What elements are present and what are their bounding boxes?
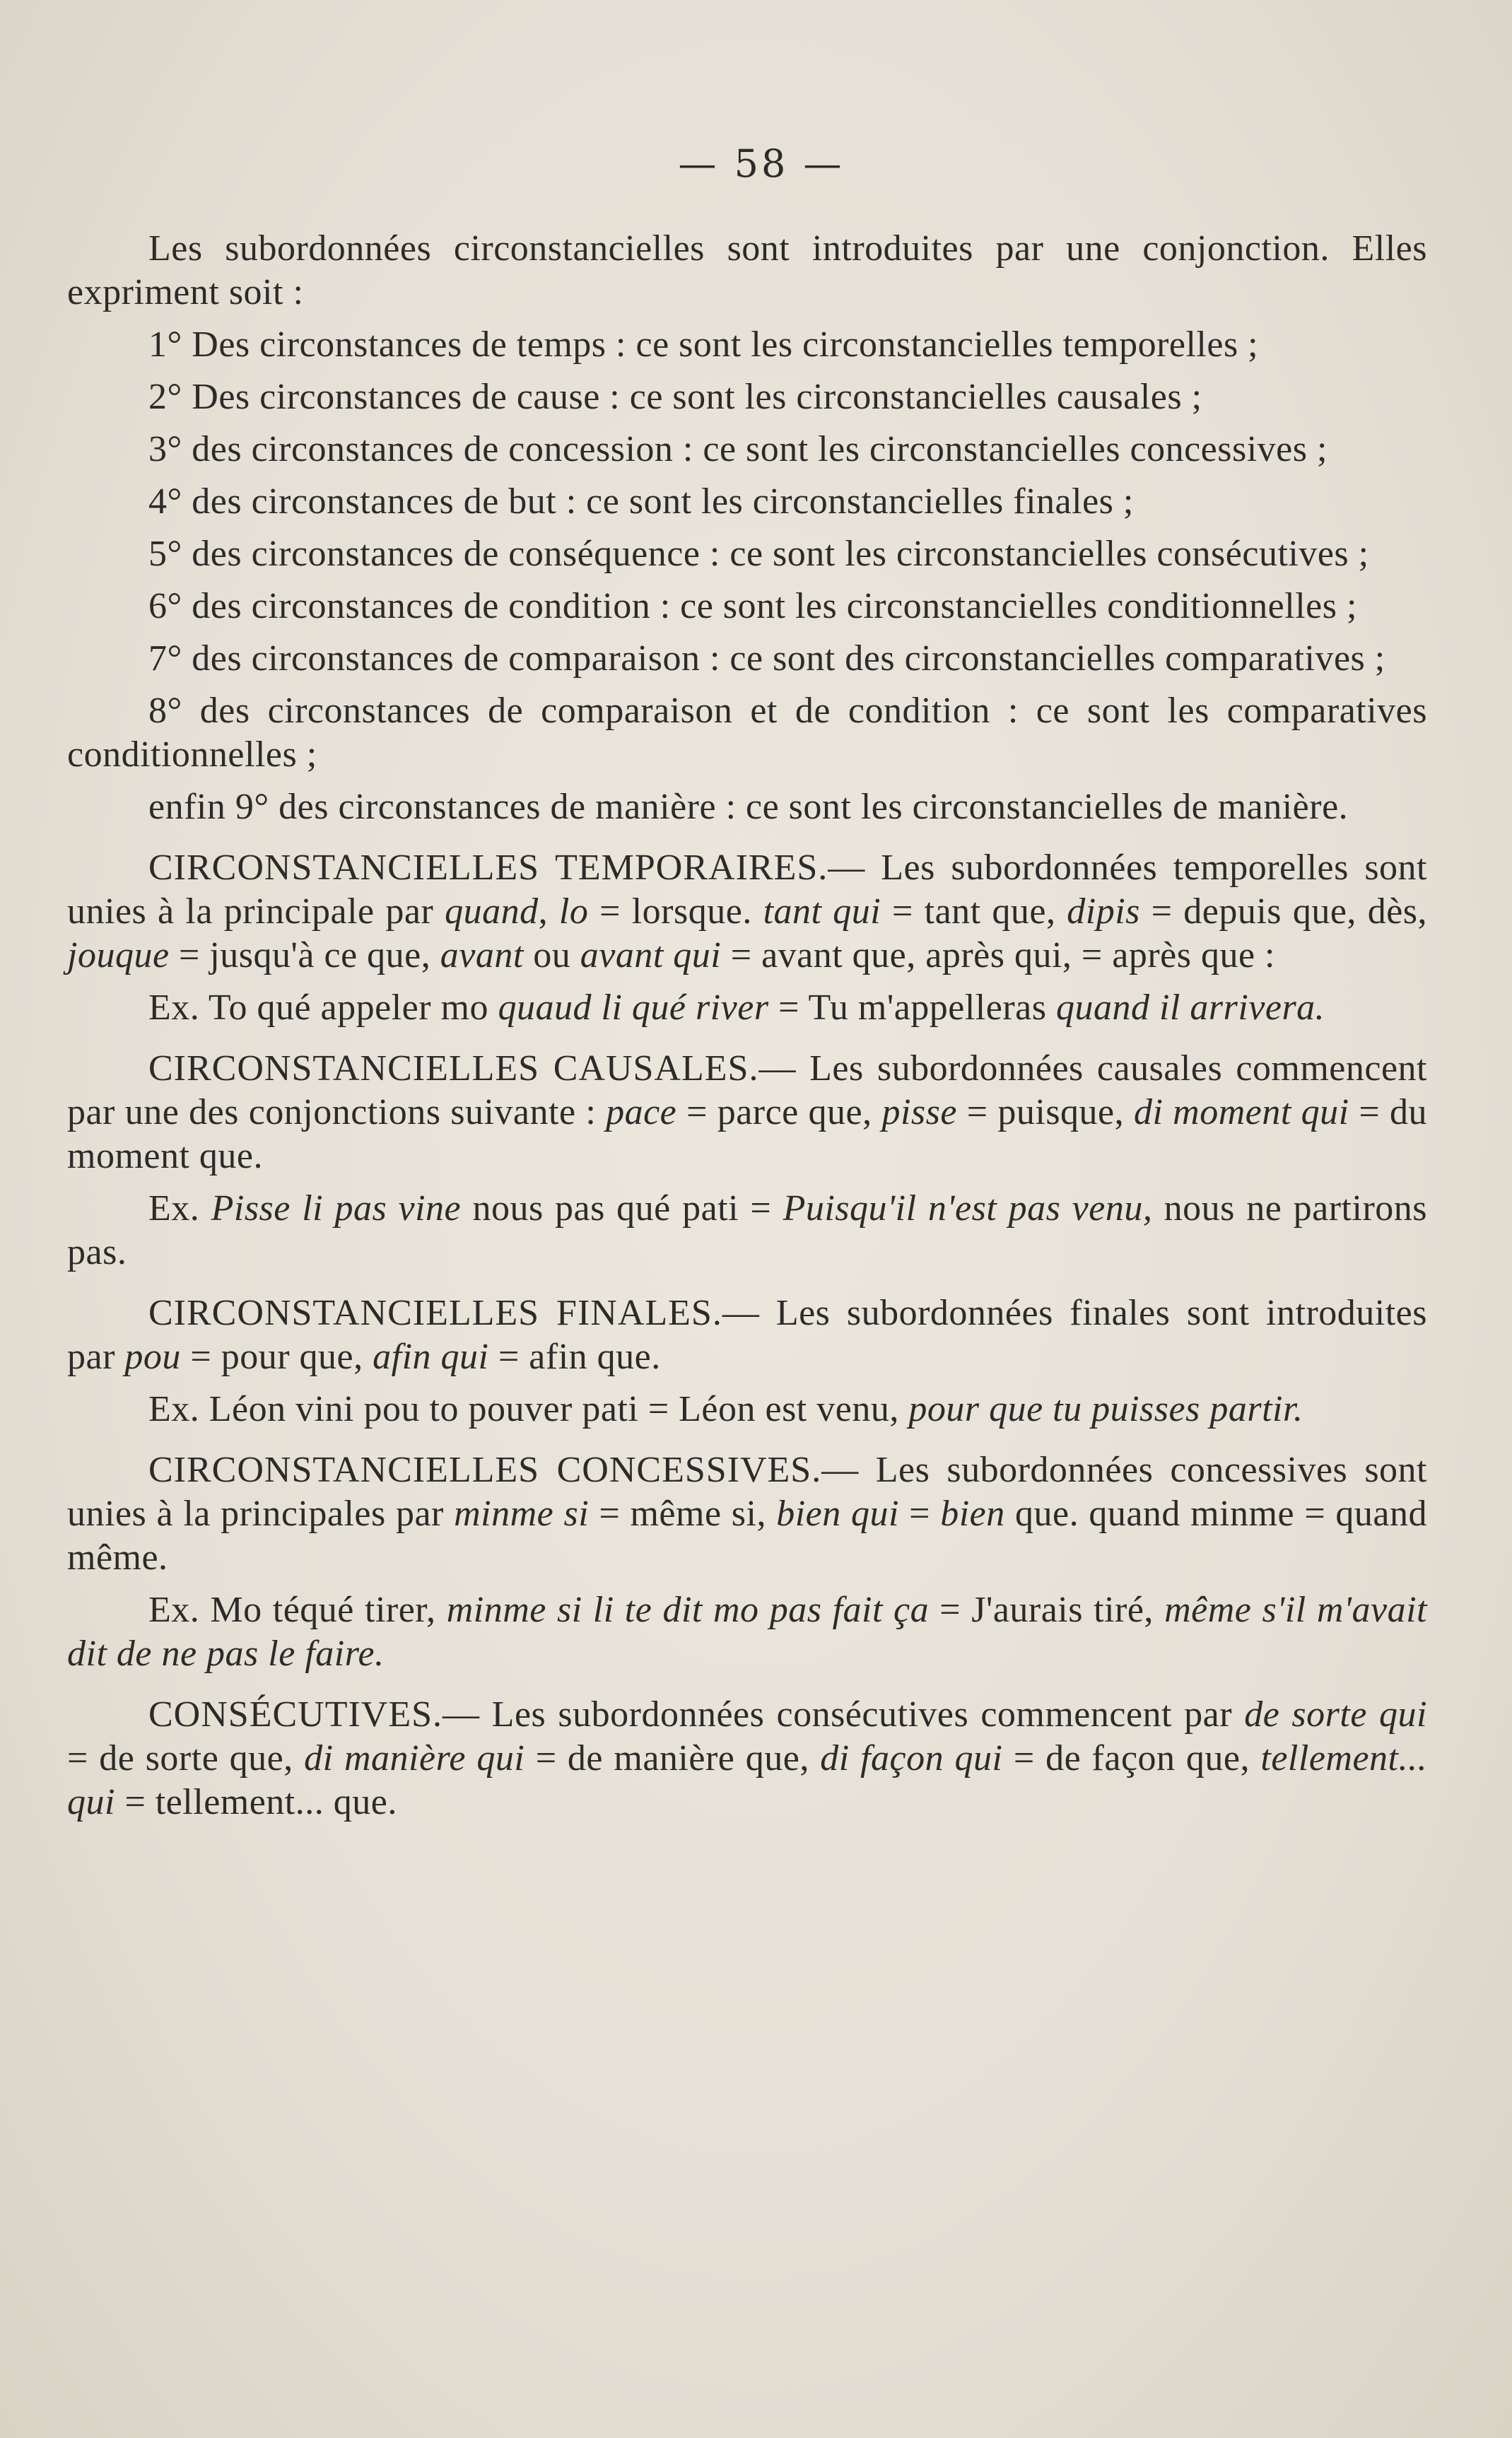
section-consecutives: CONSÉCUTIVES.— Les subordonnées consécutives commencent par de sorte qui = de sorte que, di manière qui = de manière que, di façon qui = de façon que, tellement... qui = tellement... que. bbox=[67, 1694, 1428, 1822]
section-temporaires: CIRCONSTANCIELLES TEMPORAIRES.— Les subordonnées temporelles sont unies à la principale par quand, lo = lorsque. tant qui = tant que, dipis = depuis que, dès, jouque = jusqu'à ce que, avant ou avant qui = avant que, après qui, = après que : bbox=[67, 848, 1428, 975]
section-concessives: CIRCONSTANCIELLES CONCESSIVES.— Les subordonnées concessives sont unies à la principales par minme si = même si, bien qui = bien que. quand minme = quand même. bbox=[67, 1450, 1427, 1578]
list-item-9: enfin 9° des circonstances de manière : ce sont les circonstancielles de manière. bbox=[148, 787, 1349, 827]
section-causales: CIRCONSTANCIELLES CAUSALES.— Les subordonnées causales commencent par une des conjonctions suivante : pace = parce que, pisse = puisque, di moment qui = du moment que. bbox=[67, 1048, 1428, 1176]
example-temporaires: Ex. To qué appeler mo quaud li qué river = Tu m'appelleras quand il arrivera. bbox=[148, 987, 1325, 1028]
list-item-7: 7° des circonstances de comparaison : ce sont des circonstancielles comparatives ; bbox=[148, 638, 1385, 679]
list-item-4: 4° des circonstances de but : ce sont les circonstancielles finales ; bbox=[148, 481, 1134, 522]
list-item-1: 1° Des circonstances de temps : ce sont les circonstancielles temporelles ; bbox=[148, 324, 1259, 365]
example-concessives: Ex. Mo téqué tirer, minme si li te dit mo pas fait ça = J'aurais tiré, même s'il m'avait dit de ne pas le faire. bbox=[67, 1590, 1428, 1674]
list-item-8: 8° des circonstances de comparaison et de condition : ce sont les comparatives conditionnelles ; bbox=[67, 691, 1427, 775]
list-item-3: 3° des circonstances de concession : ce sont les circonstancielles concessives ; bbox=[148, 429, 1328, 469]
section-heading: CIRCONSTANCIELLES FINALES. bbox=[148, 1293, 722, 1333]
section-heading: CIRCONSTANCIELLES CONCESSIVES. bbox=[148, 1450, 822, 1490]
list-item-6: 6° des circonstances de condition : ce sont les circonstancielles conditionnelles ; bbox=[148, 586, 1357, 626]
list-item-2: 2° Des circonstances de cause : ce sont les circonstancielles causales ; bbox=[148, 377, 1202, 417]
section-heading: CIRCONSTANCIELLES TEMPORAIRES. bbox=[148, 848, 828, 888]
intro-paragraph: Les subordonnées circonstancielles sont introduites par une conjonction. Elles expriment soit : bbox=[67, 228, 1427, 312]
page-number: — 58 — bbox=[678, 141, 845, 186]
example-finales: Ex. Léon vini pou to pouver pati = Léon est venu, pour que tu puisses partir. bbox=[148, 1389, 1303, 1429]
section-heading: CIRCONSTANCIELLES CAUSALES. bbox=[148, 1048, 759, 1089]
section-finales: CIRCONSTANCIELLES FINALES.— Les subordonnées finales sont introduites par pou = pour que, afin qui = afin que. bbox=[67, 1293, 1427, 1377]
list-item-5: 5° des circonstances de conséquence : ce sont les circonstancielles consécutives ; bbox=[148, 534, 1369, 574]
section-heading: CONSÉCUTIVES. bbox=[148, 1694, 443, 1735]
example-causales: Ex. Pisse li pas vine nous pas qué pati = Puisqu'il n'est pas venu, nous ne partirons pas. bbox=[67, 1188, 1427, 1272]
